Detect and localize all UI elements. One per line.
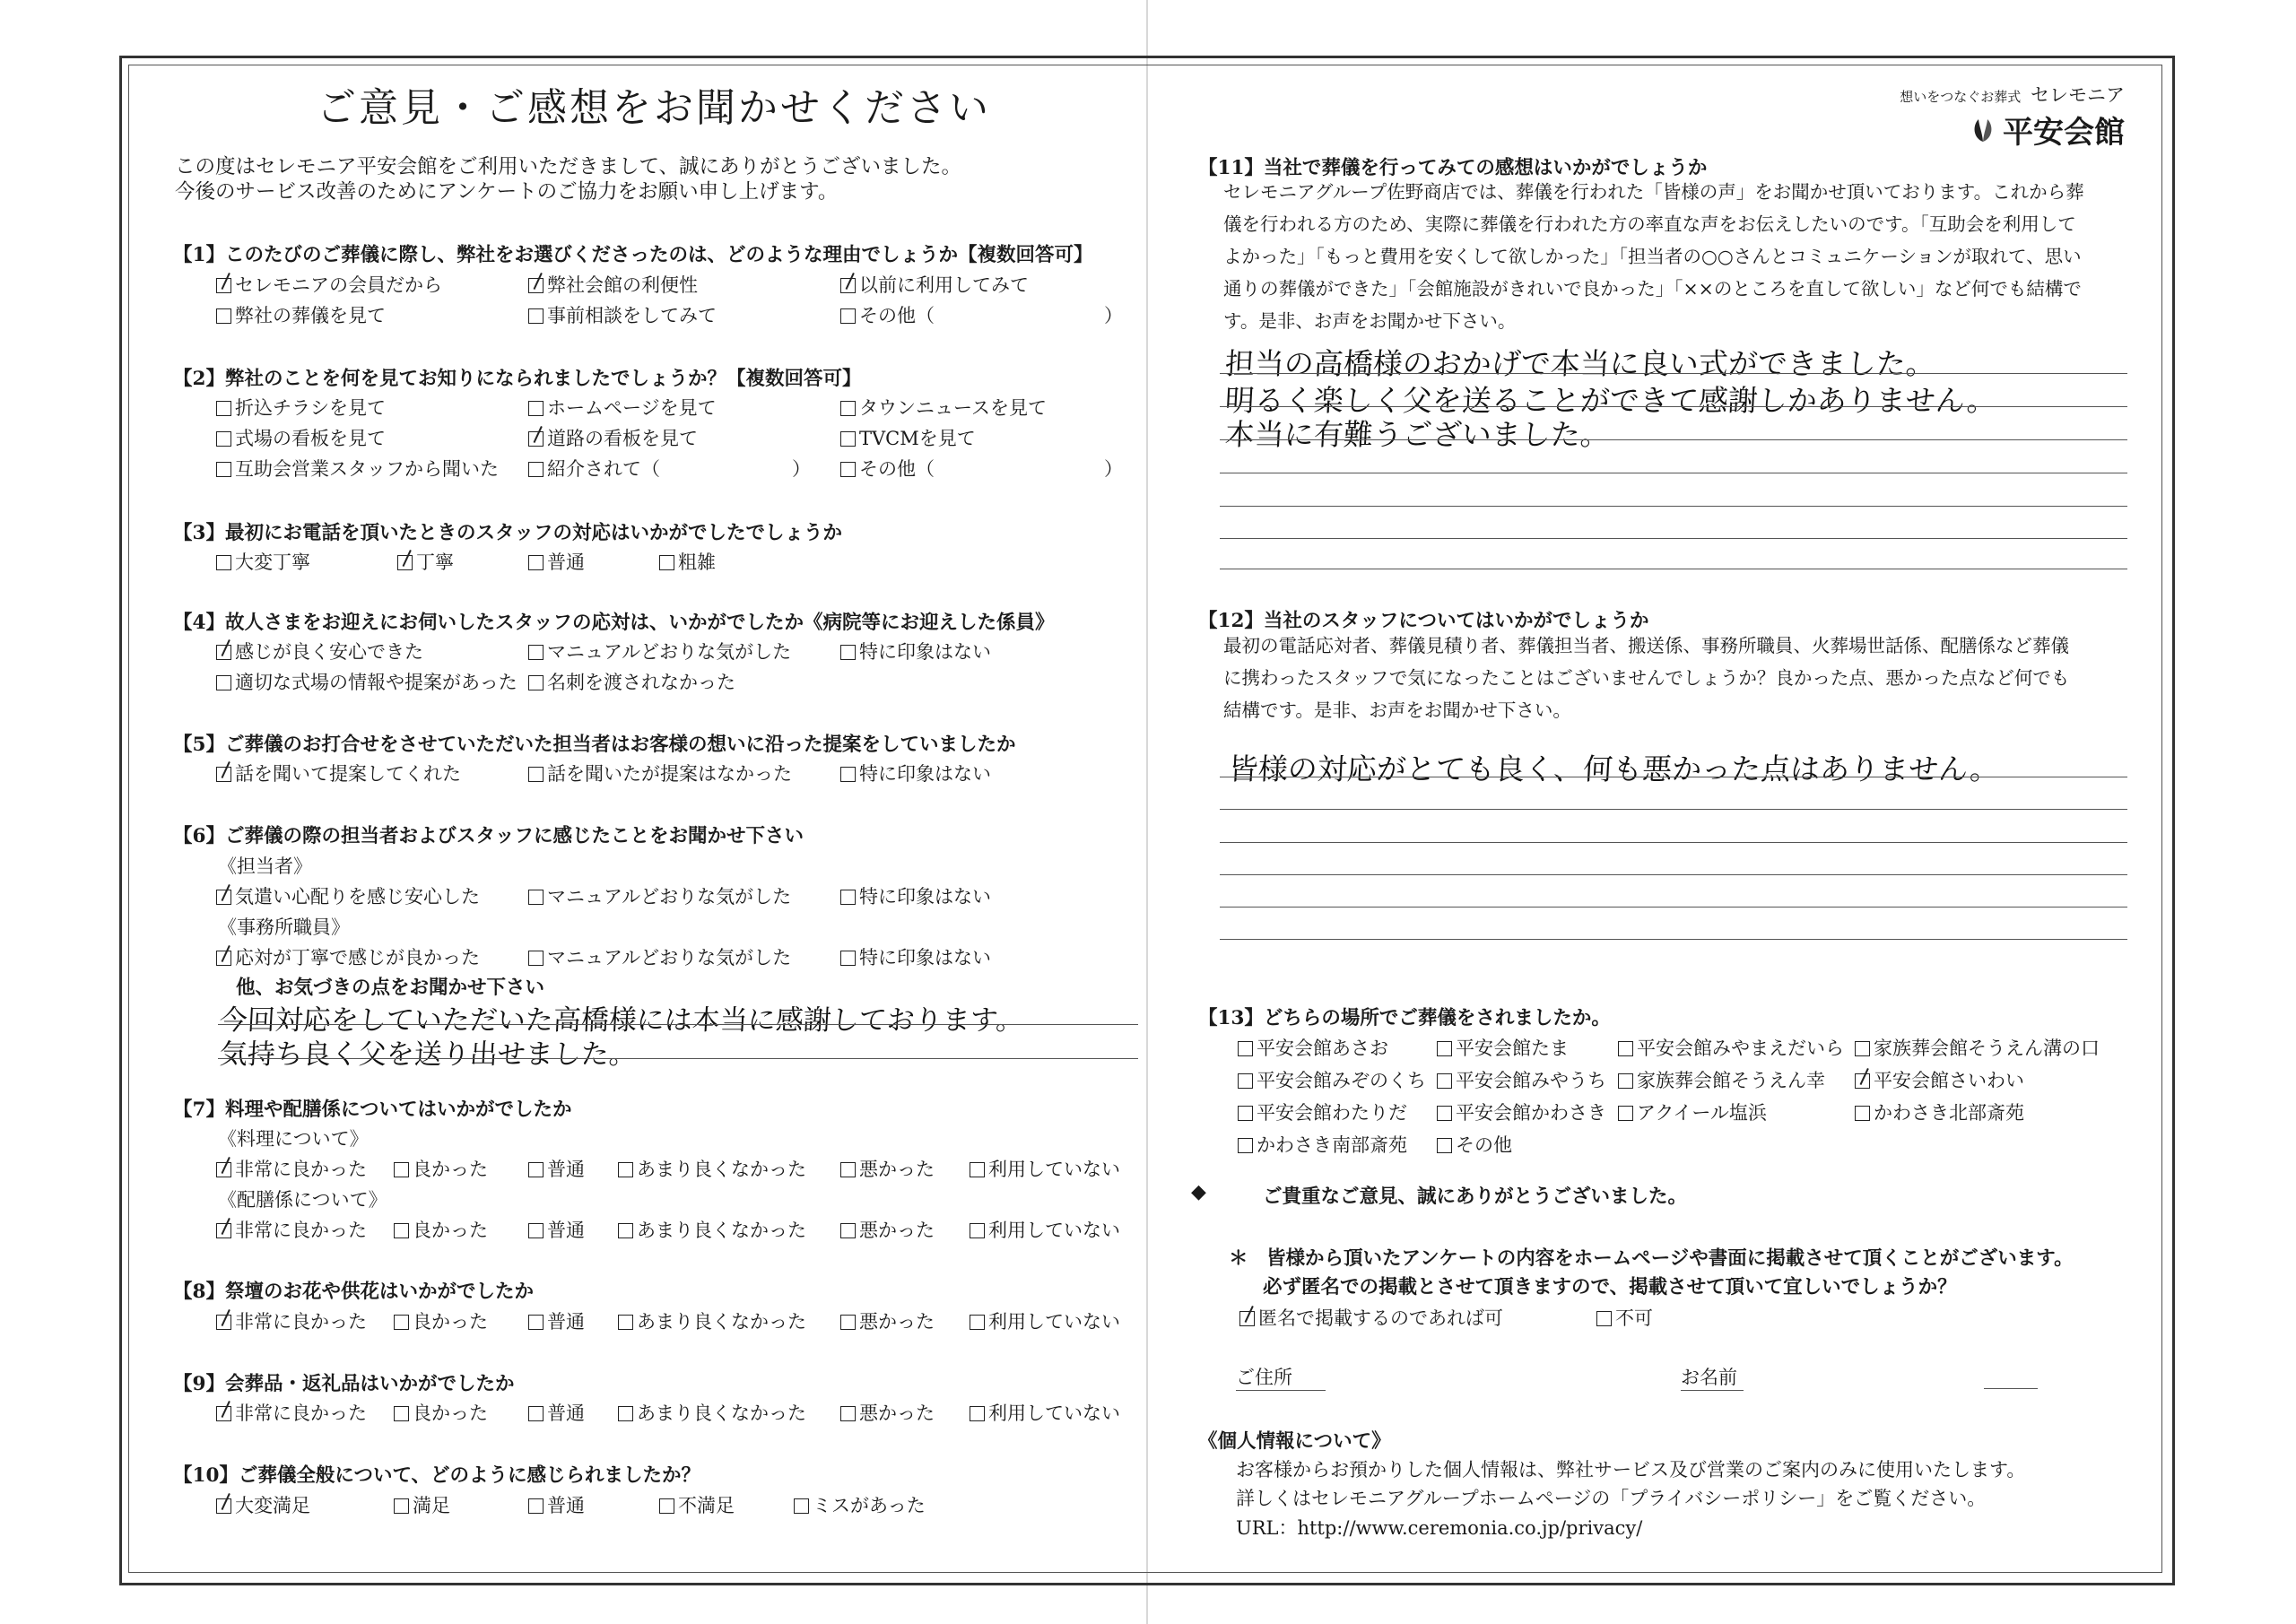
q71-option-5[interactable] — [970, 1155, 1120, 1182]
q13-option-12[interactable] — [1238, 1131, 1407, 1158]
option-label: 名刺を渡されなかった — [547, 672, 735, 693]
checkbox[interactable] — [528, 890, 544, 905]
q71-option-1[interactable] — [394, 1155, 488, 1182]
option-label: その他（ ） — [859, 305, 1123, 326]
q11-handwriting-1: 担当の高橋様のおかげで本当に良い式ができました。 — [1223, 346, 1936, 381]
option-label: 普通 — [547, 1495, 585, 1516]
diamond-icon: ◆ — [1191, 1181, 1206, 1203]
option-label: タウンニュースを見て — [859, 397, 1047, 419]
option-label: 特に印象はない — [859, 886, 991, 908]
checkbox-checked[interactable] — [397, 555, 413, 570]
privacy-url[interactable]: URL：http://www.ceremonia.co.jp/privacy/ — [1236, 1517, 1643, 1539]
q13-option-2[interactable] — [1618, 1034, 1844, 1061]
checkbox-checked[interactable] — [216, 890, 231, 905]
option-label: ミスがあった — [813, 1495, 926, 1516]
option-label: 応対が丁寧で感じが良かった — [235, 947, 480, 968]
q62-option-1[interactable] — [528, 943, 791, 970]
checkbox[interactable] — [1855, 1106, 1870, 1121]
q10-option-3[interactable] — [659, 1491, 735, 1518]
publish-line-1: 皆様から頂いたアンケートの内容をホームページや書面に掲載させて頂くことがございます。 — [1266, 1247, 2074, 1270]
q5-option-2[interactable] — [840, 760, 991, 786]
option-label: 不可 — [1615, 1307, 1653, 1329]
q2-option-2[interactable] — [840, 394, 1047, 421]
q72-option-3[interactable] — [618, 1216, 806, 1243]
option-label: 良かった — [413, 1403, 488, 1424]
option-label: 匿名で掲載するのであれば可 — [1258, 1307, 1503, 1329]
intro-line-1: この度はセレモニア平安会館をご利用いただきまして、誠にありがとうございました。 — [175, 155, 962, 178]
q9-option-1[interactable] — [394, 1399, 488, 1426]
option-label: 折込チラシを見て — [235, 397, 386, 419]
q4-option-1[interactable] — [528, 638, 791, 664]
checkbox[interactable] — [528, 1498, 544, 1514]
q6-label: 【6】ご葬儀の際の担当者およびスタッフに感じたことをお聞かせ下さい — [173, 825, 804, 847]
checkbox[interactable] — [970, 1406, 985, 1421]
option-label: その他（ ） — [859, 458, 1123, 480]
option-label: 良かった — [413, 1159, 488, 1180]
option-label: 非常に良かった — [235, 1220, 367, 1241]
q6-handwriting-2: 気持ち良く父を送り出せました。 — [218, 1038, 638, 1071]
q71-option-3[interactable] — [618, 1155, 806, 1182]
checkbox[interactable] — [528, 401, 544, 416]
q12-rule-3 — [1220, 874, 2127, 875]
privacy-line-1: お客様からお預かりした個人情報は、弊社サービス及び営業のご案内のみに使用いたします。 — [1236, 1459, 2026, 1481]
option-label: 紹介されて（ ） — [547, 458, 811, 480]
checkbox[interactable] — [1238, 1041, 1253, 1056]
q8-option-2[interactable] — [528, 1307, 585, 1334]
logo-name: 平安会館 — [2003, 115, 2125, 151]
q13-option-11[interactable] — [1855, 1099, 2024, 1125]
q2-option-8[interactable] — [840, 455, 1123, 482]
q5-option-1[interactable] — [528, 760, 792, 786]
q4-option-0[interactable] — [216, 638, 423, 664]
logo — [1900, 81, 2125, 152]
checkbox-checked[interactable] — [216, 1315, 231, 1330]
checkbox[interactable] — [1437, 1138, 1452, 1153]
publish-option-yes[interactable] — [1239, 1304, 1503, 1331]
privacy-line-2: 詳しくはセレモニアグループホームページの「プライバシーポリシー」をご覧ください。 — [1236, 1488, 1987, 1509]
option-label: あまり良くなかった — [637, 1403, 806, 1424]
q10-option-0[interactable] — [216, 1491, 310, 1518]
logo-tagline: 想いをつなぐお葬式 — [1900, 89, 2022, 105]
q8-label: 【8】祭壇のお花や供花はいかがでしたか — [173, 1281, 534, 1303]
q12-label: 【12】当社のスタッフについてはいかがでしょうか — [1198, 610, 1649, 632]
checkbox[interactable] — [528, 675, 544, 690]
q12-rule-4 — [1220, 907, 2127, 908]
q2-option-1[interactable] — [528, 394, 717, 421]
q9-option-2[interactable] — [528, 1399, 585, 1426]
q12-rule-5 — [1220, 939, 2127, 940]
name-field-rule — [1984, 1388, 2038, 1389]
q6-other-label: 他、お気づきの点をお聞かせ下さい — [236, 977, 545, 999]
q11-label: 【11】当社で葬儀を行ってみての感想はいかがでしょうか — [1198, 157, 1708, 179]
q13-option-8[interactable] — [1238, 1099, 1407, 1125]
q8-option-3[interactable] — [618, 1307, 806, 1334]
option-label: 不満足 — [678, 1495, 735, 1516]
checkbox[interactable] — [840, 431, 856, 447]
checkbox[interactable] — [1238, 1138, 1253, 1153]
checkbox[interactable] — [528, 462, 544, 477]
publish-star: ＊ — [1229, 1247, 1248, 1270]
checkbox-checked[interactable] — [216, 951, 231, 966]
checkbox[interactable] — [394, 1223, 409, 1238]
checkbox[interactable] — [1855, 1041, 1870, 1056]
option-label: 平安会館あさお — [1257, 1038, 1388, 1059]
option-label: 特に印象はない — [859, 641, 991, 663]
option-label: 弊社会館の利便性 — [547, 274, 698, 296]
option-label: 平安会館みやうち — [1456, 1070, 1606, 1091]
q13-option-4[interactable] — [1238, 1066, 1426, 1093]
checkbox[interactable] — [528, 1223, 544, 1238]
option-label: マニュアルどおりな気がした — [547, 886, 792, 908]
checkbox[interactable] — [528, 555, 544, 570]
q7-sub-haizen: 《配膳係について》 — [218, 1189, 387, 1211]
checkbox[interactable] — [1437, 1041, 1452, 1056]
q71-option-0[interactable] — [216, 1155, 367, 1182]
thanks-text: ご貴重なご意見、誠にありがとうございました。 — [1263, 1185, 1688, 1208]
checkbox[interactable] — [1618, 1106, 1633, 1121]
privacy-title: 《個人情報について》 — [1198, 1430, 1391, 1453]
option-label: 特に印象はない — [859, 763, 991, 785]
q10-option-1[interactable] — [394, 1491, 450, 1518]
checkbox[interactable] — [840, 1223, 856, 1238]
q71-option-2[interactable] — [528, 1155, 585, 1182]
checkbox[interactable] — [528, 767, 544, 782]
q62-option-2[interactable] — [840, 943, 991, 970]
q11-rule-0 — [1220, 373, 2127, 374]
q2-option-3[interactable] — [216, 424, 386, 451]
q1-option-4[interactable] — [528, 301, 717, 328]
checkbox-checked[interactable] — [528, 431, 544, 447]
option-label: 道路の看板を見て — [547, 428, 698, 449]
q3-option-0[interactable] — [216, 548, 310, 575]
q12-handwriting-1: 皆様の対応がとても良く、何も悪かった点はありません。 — [1227, 751, 2001, 786]
q13-option-1[interactable] — [1437, 1034, 1569, 1061]
checkbox[interactable] — [794, 1498, 809, 1514]
checkbox-checked[interactable] — [528, 278, 544, 293]
q7-sub-ryouri: 《料理について》 — [218, 1128, 369, 1150]
q11-rule-1 — [1220, 406, 2127, 407]
q1-option-0[interactable] — [216, 271, 442, 298]
option-label: 大変満足 — [235, 1495, 310, 1516]
checkbox[interactable] — [618, 1406, 633, 1421]
option-label: 普通 — [547, 1159, 585, 1180]
option-label: 話を聞いたが提案はなかった — [547, 763, 792, 785]
q61-option-2[interactable] — [840, 882, 991, 909]
q71-option-4[interactable] — [840, 1155, 935, 1182]
checkbox-checked[interactable] — [840, 278, 856, 293]
checkbox[interactable] — [618, 1315, 633, 1330]
option-label: 利用していない — [988, 1403, 1120, 1424]
option-label: マニュアルどおりな気がした — [547, 641, 792, 663]
checkbox-checked[interactable] — [216, 1406, 231, 1421]
checkbox[interactable] — [1596, 1311, 1612, 1326]
checkbox[interactable] — [528, 1406, 544, 1421]
checkbox[interactable] — [840, 308, 856, 324]
checkbox[interactable] — [618, 1162, 633, 1177]
checkbox-checked[interactable] — [216, 278, 231, 293]
q7-label: 【7】料理や配膳係についてはいかがでしたか — [173, 1099, 572, 1121]
q13-option-13[interactable] — [1437, 1131, 1512, 1158]
option-label: 大変丁寧 — [235, 551, 310, 573]
q9-option-5[interactable] — [970, 1399, 1120, 1426]
checkbox[interactable] — [1618, 1073, 1633, 1089]
q4-label: 【4】故人さまをお迎えにお伺いしたスタッフの応対は、いかがでしたか《病院等にお迎えした係員》 — [173, 612, 1055, 634]
checkbox[interactable] — [840, 951, 856, 966]
checkbox[interactable] — [394, 1315, 409, 1330]
q9-label: 【9】会葬品・返礼品はいかがでしたか — [173, 1373, 515, 1395]
checkbox[interactable] — [659, 1498, 674, 1514]
q11-handwriting-3: 本当に有難うございました。 — [1223, 417, 1611, 452]
q8-option-1[interactable] — [394, 1307, 488, 1334]
q12-rule-1 — [1220, 809, 2127, 810]
q9-option-3[interactable] — [618, 1399, 806, 1426]
checkbox[interactable] — [528, 308, 544, 324]
q61-option-1[interactable] — [528, 882, 791, 909]
q6-sub-tantousha: 《担当者》 — [218, 855, 312, 877]
option-label: 特に印象はない — [859, 947, 991, 968]
q3-option-1[interactable] — [397, 548, 454, 575]
q13-option-6[interactable] — [1618, 1066, 1825, 1093]
checkbox[interactable] — [970, 1315, 985, 1330]
option-label: 普通 — [547, 1220, 585, 1241]
q10-label: 【10】ご葬儀全般について、どのように感じられましたか？ — [173, 1464, 701, 1487]
q9-option-0[interactable] — [216, 1399, 367, 1426]
q2-option-7[interactable] — [528, 455, 811, 482]
option-label: 平安会館みやまえだいら — [1637, 1038, 1844, 1059]
checkbox[interactable] — [528, 1315, 544, 1330]
option-label: 非常に良かった — [235, 1159, 367, 1180]
page-title: ご意見・ご感想をお聞かせください — [317, 85, 991, 131]
option-label: 家族葬会館そうえん溝の口 — [1874, 1038, 2100, 1059]
checkbox[interactable] — [1238, 1106, 1253, 1121]
q3-option-3[interactable] — [659, 548, 716, 575]
checkbox[interactable] — [216, 462, 231, 477]
option-label: 話を聞いて提案してくれた — [235, 763, 461, 785]
checkbox[interactable] — [840, 1162, 856, 1177]
q4-option-3[interactable] — [216, 668, 517, 695]
checkbox[interactable] — [659, 555, 674, 570]
checkbox[interactable] — [1437, 1106, 1452, 1121]
option-label: 以前に利用してみて — [859, 274, 1029, 296]
q4-option-2[interactable] — [840, 638, 991, 664]
q72-option-4[interactable] — [840, 1216, 935, 1243]
q72-option-5[interactable] — [970, 1216, 1120, 1243]
checkbox-checked[interactable] — [216, 1162, 231, 1177]
q6-rule-1 — [218, 1024, 1138, 1025]
q5-label: 【5】ご葬儀のお打合せをさせていただいた担当者はお客様の想いに沿った提案をしていましたか — [173, 734, 1016, 756]
intro-line-2: 今後のサービス改善のためにアンケートのご協力をお願い申し上げます。 — [175, 180, 839, 204]
leaf-icon — [1970, 117, 1996, 143]
q10-option-4[interactable] — [794, 1491, 926, 1518]
option-label: 非常に良かった — [235, 1403, 367, 1424]
option-label: その他 — [1456, 1134, 1512, 1156]
option-label: 平安会館みぞのくち — [1257, 1070, 1426, 1091]
checkbox[interactable] — [394, 1162, 409, 1177]
q1-label: 【1】このたびのご葬儀に際し、弊社をお選びくださったのは、どのような理由でしょうか【複数回答可】 — [173, 244, 1093, 266]
q1-option-5[interactable] — [840, 301, 1123, 328]
checkbox[interactable] — [840, 1315, 856, 1330]
name-rule — [1681, 1390, 1744, 1391]
option-label: 互助会営業スタッフから聞いた — [235, 458, 499, 480]
option-label: あまり良くなかった — [637, 1311, 806, 1333]
q72-option-0[interactable] — [216, 1216, 367, 1243]
checkbox-checked[interactable] — [216, 1223, 231, 1238]
q13-option-5[interactable] — [1437, 1066, 1606, 1093]
q12-text: 最初の電話応対者、葬儀見積り者、葬儀担当者、搬送係、事務所職員、火葬場世話係、配膳係など葬儀に携わったスタッフで気になったことはございませんでしょうか？良かった点、悪かった点など何でも結構です。是非、お声をお聞かせ下さい。 — [1223, 635, 2070, 721]
option-label: 悪かった — [859, 1311, 935, 1333]
option-label: 粗雑 — [678, 551, 716, 573]
option-label: 適切な式場の情報や提案があった — [235, 672, 517, 693]
q13-option-0[interactable] — [1238, 1034, 1388, 1061]
checkbox[interactable] — [528, 1162, 544, 1177]
option-label: 平安会館たま — [1456, 1038, 1569, 1059]
q8-option-0[interactable] — [216, 1307, 367, 1334]
q6-handwriting-1: 今回対応をしていただいた高橋様には本当に感謝しております。 — [218, 1004, 1025, 1037]
option-label: かわさき北部斎苑 — [1874, 1102, 2024, 1124]
option-label: 利用していない — [988, 1159, 1120, 1180]
checkbox[interactable] — [394, 1498, 409, 1514]
option-label: 利用していない — [988, 1220, 1120, 1241]
checkbox-checked[interactable] — [1855, 1073, 1870, 1089]
q13-option-10[interactable] — [1618, 1099, 1767, 1125]
q6-sub-jimusho: 《事務所職員》 — [218, 916, 350, 938]
option-label: 良かった — [413, 1311, 488, 1333]
q2-label: 【2】弊社のことを何を見てお知りになられましたでしょうか？【複数回答可】 — [173, 368, 862, 390]
option-label: あまり良くなかった — [637, 1220, 806, 1241]
q4-option-4[interactable] — [528, 668, 735, 695]
option-label: あまり良くなかった — [637, 1159, 806, 1180]
checkbox[interactable] — [840, 462, 856, 477]
option-label: マニュアルどおりな気がした — [547, 947, 792, 968]
q10-option-2[interactable] — [528, 1491, 585, 1518]
name-label: お名前 — [1681, 1367, 1737, 1388]
q62-option-0[interactable] — [216, 943, 480, 970]
option-label: 満足 — [413, 1495, 450, 1516]
checkbox[interactable] — [1618, 1041, 1633, 1056]
checkbox[interactable] — [216, 555, 231, 570]
checkbox[interactable] — [840, 401, 856, 416]
q72-option-2[interactable] — [528, 1216, 585, 1243]
checkbox-checked[interactable] — [1239, 1311, 1255, 1326]
option-label: セレモニアの会員だから — [235, 274, 442, 296]
q13-option-9[interactable] — [1437, 1099, 1606, 1125]
option-label: 平安会館かわさき — [1456, 1102, 1606, 1124]
checkbox-checked[interactable] — [216, 645, 231, 660]
option-label: TVCMを見て — [859, 428, 976, 449]
q72-option-1[interactable] — [394, 1216, 488, 1243]
checkbox[interactable] — [970, 1162, 985, 1177]
option-label: 平安会館わたりだ — [1257, 1102, 1407, 1124]
checkbox[interactable] — [216, 431, 231, 447]
checkbox[interactable] — [840, 890, 856, 905]
checkbox[interactable] — [970, 1223, 985, 1238]
q2-option-4[interactable] — [528, 424, 698, 451]
option-label: 悪かった — [859, 1220, 935, 1241]
publish-line-2: 必ず匿名での掲載とさせて頂きますので、掲載させて頂いて宜しいでしょうか？ — [1263, 1276, 1957, 1298]
option-label: 普通 — [547, 1311, 585, 1333]
option-label: ホームページを見て — [547, 397, 717, 419]
q13-option-7[interactable] — [1855, 1066, 2024, 1093]
address-label: ご住所 — [1236, 1367, 1292, 1388]
q8-option-5[interactable] — [970, 1307, 1120, 1334]
checkbox-checked[interactable] — [216, 767, 231, 782]
option-label: 普通 — [547, 1403, 585, 1424]
checkbox[interactable] — [618, 1223, 633, 1238]
checkbox[interactable] — [394, 1406, 409, 1421]
option-label: 利用していない — [988, 1311, 1120, 1333]
checkbox[interactable] — [216, 675, 231, 690]
option-label: 感じが良く安心できた — [235, 641, 423, 663]
q13-label: 【13】どちらの場所でご葬儀をされましたか。 — [1198, 1007, 1611, 1029]
option-label: 非常に良かった — [235, 1311, 367, 1333]
option-label: 事前相談をしてみて — [547, 305, 717, 326]
q6-rule-2 — [218, 1058, 1138, 1059]
q1-option-1[interactable] — [528, 271, 698, 298]
option-label: 悪かった — [859, 1159, 935, 1180]
option-label: 弊社の葬儀を見て — [235, 305, 386, 326]
q2-option-6[interactable] — [216, 455, 499, 482]
option-label: 家族葬会館そうえん幸 — [1637, 1070, 1825, 1091]
option-label: 丁寧 — [416, 551, 454, 573]
q11-rule-2 — [1220, 439, 2127, 440]
q2-option-0[interactable] — [216, 394, 386, 421]
q9-option-4[interactable] — [840, 1399, 935, 1426]
publish-option-no[interactable] — [1596, 1304, 1653, 1331]
checkbox[interactable] — [216, 401, 231, 416]
option-label: 悪かった — [859, 1403, 935, 1424]
logo-brand: セレモニア — [2031, 84, 2125, 106]
option-label: 良かった — [413, 1220, 488, 1241]
q5-option-0[interactable] — [216, 760, 461, 786]
q61-option-0[interactable] — [216, 882, 480, 909]
q1-option-2[interactable] — [840, 271, 1029, 298]
option-label: かわさき南部斎苑 — [1257, 1134, 1407, 1156]
q11-text: セレモニアグループ佐野商店では、葬儀を行われた「皆様の声」をお聞かせ頂いております。これから葬儀を行われる方のため、実際に葬儀を行われた方の率直な声をお伝えしたいのです。「互助会を利用してよかった」「もっと費用を安くして欲しかった」「担当者の○○さんとコミュニケーションが取れて、思い通りの葬儀ができた」「会館施設がきれいで良かった」「××のところを直して欲しい」など何でも結構です。是非、お声をお聞かせ下さい。 — [1223, 181, 2084, 332]
q11-handwriting-2: 明るく楽しく父を送ることができて感謝しかありません。 — [1223, 383, 1997, 418]
q3-option-2[interactable] — [528, 548, 585, 575]
checkbox-checked[interactable] — [216, 1498, 231, 1514]
checkbox[interactable] — [1238, 1073, 1253, 1089]
checkbox[interactable] — [840, 767, 856, 782]
q2-option-5[interactable] — [840, 424, 976, 451]
checkbox[interactable] — [840, 1406, 856, 1421]
q11-rule-4 — [1220, 506, 2127, 507]
q1-option-3[interactable] — [216, 301, 386, 328]
checkbox[interactable] — [528, 645, 544, 660]
address-rule — [1236, 1390, 1326, 1391]
checkbox[interactable] — [528, 951, 544, 966]
option-label: 平安会館さいわい — [1874, 1070, 2024, 1091]
q8-option-4[interactable] — [840, 1307, 935, 1334]
q13-option-3[interactable] — [1855, 1034, 2100, 1061]
checkbox[interactable] — [1437, 1073, 1452, 1089]
q12-rule-2 — [1220, 842, 2127, 843]
q3-label: 【3】最初にお電話を頂いたときのスタッフの対応はいかがでしたでしょうか — [173, 522, 842, 544]
q11-rule-5 — [1220, 538, 2127, 539]
option-label: 普通 — [547, 551, 585, 573]
option-label: アクイール塩浜 — [1637, 1102, 1767, 1124]
checkbox[interactable] — [216, 308, 231, 324]
checkbox[interactable] — [840, 645, 856, 660]
option-label: 気遣い心配りを感じ安心した — [235, 886, 480, 908]
option-label: 式場の看板を見て — [235, 428, 386, 449]
